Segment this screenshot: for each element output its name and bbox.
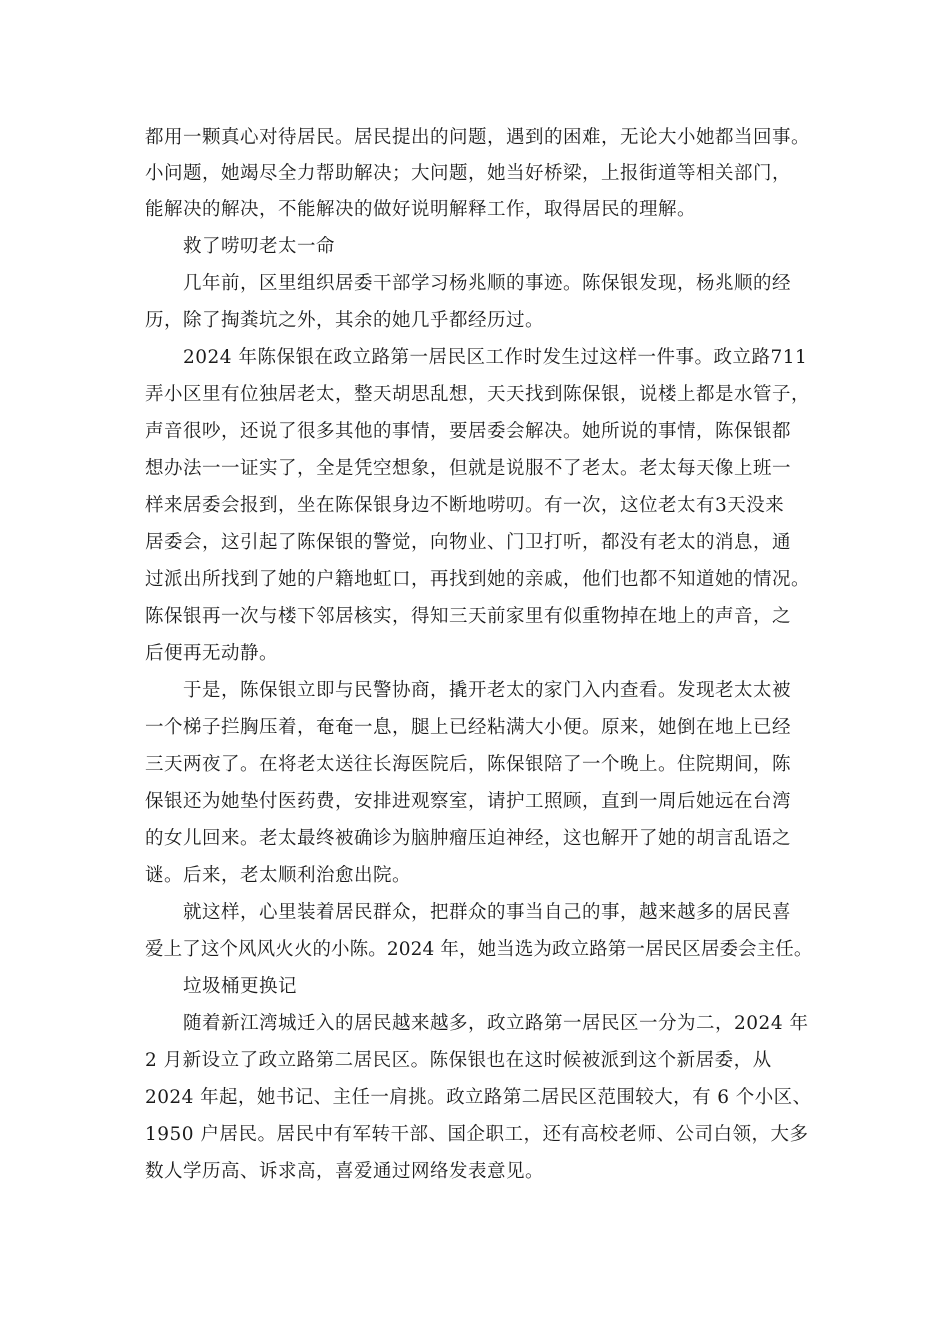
body-text-line: 爱上了这个风风火火的小陈。2024 年，她当选为政立路第一居民区居委会主任。 <box>145 939 813 960</box>
body-text-line: 能解决的解决，不能解决的做好说明解释工作，取得居民的理解。 <box>145 199 697 220</box>
body-text-line: 弄小区里有位独居老太，整天胡思乱想，天天找到陈保银，说楼上都是水管子， <box>145 384 811 405</box>
body-text-line: 陈保银再一次与楼下邻居核实，得知三天前家里有似重物掉在地上的声音，之 <box>145 606 792 627</box>
body-text-line: 1950 户居民。居民中有军转干部、国企职工，还有高校老师、公司白领，大多 <box>145 1124 809 1145</box>
paragraph-first-line: 几年前，区里组织居委干部学习杨兆顺的事迹。陈保银发现，杨兆顺的经 <box>183 273 792 294</box>
body-text-line: 2 月新设立了政立路第二居民区。陈保银也在这时候被派到这个新居委，从 <box>145 1050 772 1071</box>
body-text-line: 数人学历高、诉求高，喜爱通过网络发表意见。 <box>145 1161 545 1182</box>
body-text-line: 居委会，这引起了陈保银的警觉，向物业、门卫打听，都没有老太的消息，通 <box>145 532 792 553</box>
section-heading: 救了唠叨老太一命 <box>183 236 336 257</box>
body-text-line: 历，除了掏粪坑之外，其余的她几乎都经历过。 <box>145 310 545 331</box>
body-text-line: 都用一颗真心对待居民。居民提出的问题，遇到的困难，无论大小她都当回事。 <box>145 127 811 148</box>
paragraph-first-line: 于是，陈保银立即与民警协商，撬开老太的家门入内查看。发现老太太被 <box>183 680 792 701</box>
body-text-line: 小问题，她竭尽全力帮助解决；大问题，她当好桥梁，上报街道等相关部门， <box>145 163 792 184</box>
body-text-line: 保银还为她垫付医药费，安排进观察室，请护工照顾，直到一周后她远在台湾 <box>145 791 792 812</box>
body-text-line: 后便再无动静。 <box>145 643 279 664</box>
body-text-line: 谜。后来，老太顺利治愈出院。 <box>145 865 412 886</box>
body-text-line: 想办法一一证实了，全是凭空想象，但就是说服不了老太。老太每天像上班一 <box>145 458 792 479</box>
paragraph-first-line: 就这样，心里装着居民群众，把群众的事当自己的事，越来越多的居民喜 <box>183 902 792 923</box>
body-text-line: 三天两夜了。在将老太送往长海医院后，陈保银陪了一个晚上。住院期间，陈 <box>145 754 792 775</box>
section-heading: 垃圾桶更换记 <box>183 976 298 997</box>
paragraph-first-line: 随着新江湾城迁入的居民越来越多，政立路第一居民区一分为二，2024 年 <box>183 1013 809 1034</box>
body-text-line: 2024 年起，她书记、主任一肩挑。政立路第二居民区范围较大，有 6 个小区、 <box>145 1087 812 1108</box>
body-text-line: 样来居委会报到，坐在陈保银身边不断地唠叨。有一次，这位老太有3天没来 <box>145 495 785 516</box>
body-text-line: 一个梯子拦胸压着，奄奄一息，腿上已经粘满大小便。原来，她倒在地上已经 <box>145 717 792 738</box>
body-text-line: 过派出所找到了她的户籍地虹口，再找到她的亲戚，他们也都不知道她的情况。 <box>145 569 811 590</box>
body-text-line: 声音很吵，还说了很多其他的事情，要居委会解决。她所说的事情，陈保银都 <box>145 421 792 442</box>
body-text-line: 的女儿回来。老太最终被确诊为脑肿瘤压迫神经，这也解开了她的胡言乱语之 <box>145 828 792 849</box>
paragraph-first-line: 2024 年陈保银在政立路第一居民区工作时发生过这样一件事。政立路711 <box>183 347 808 368</box>
